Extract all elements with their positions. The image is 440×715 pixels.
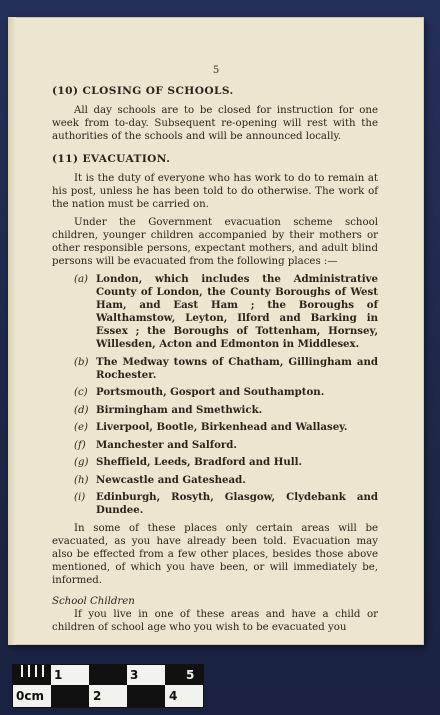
list-item-marker: (i)	[74, 492, 86, 503]
list-item	[52, 404, 378, 417]
evacuation-places-list	[52, 273, 378, 517]
list-item	[52, 356, 378, 382]
section-closing-of-schools	[52, 85, 378, 143]
list-item	[52, 491, 378, 517]
list-item	[52, 386, 378, 399]
list-item-marker: (a)	[74, 274, 89, 285]
list-item	[52, 474, 378, 487]
section-heading-closing: (10) CLOSING OF SCHOOLS.	[52, 85, 234, 97]
evacuation-para-1: It is the duty of everyone who has work to do to remain at his post, unless he has been told to do otherwise. The work of the nation must be carried on.	[52, 173, 378, 210]
scale-segment	[51, 685, 89, 707]
scale-label: 0cm	[16, 689, 44, 703]
scale-tick	[42, 665, 44, 677]
list-item-marker: (d)	[74, 404, 89, 416]
list-item	[52, 439, 378, 452]
list-item	[52, 273, 378, 351]
list-item-text: Sheffield, Leeds, Bradford and Hull.	[96, 456, 303, 468]
scale-label: 2	[93, 689, 102, 703]
list-item-marker: (g)	[74, 457, 89, 468]
list-item-text: Portsmouth, Gosport and Southampton.	[96, 386, 325, 398]
evacuation-para-3: In some of these places only certain areas will be evacuated, as you have already been told. Evacuation may also be effected from a few other places, besides those above mentioned, of which you have been, or will immediately be, informed.	[52, 523, 378, 586]
list-item-marker: (f)	[74, 439, 86, 451]
scale-label: 1	[54, 668, 63, 682]
scale-bar	[12, 664, 204, 708]
list-item	[52, 456, 378, 469]
scale-segment	[13, 665, 51, 685]
scale-label: 4	[169, 689, 178, 703]
list-item-text: London, which includes the Administrative County of London, the County Boroughs of West Ham, and East Ham ; the Boroughs of Walthamstow, Leyton, Ilford and Barking in Essex ; the Boroughs of Tottenham, Hornsey, Willesden, Acton and Edmonton in Middlesex.	[96, 273, 378, 350]
scale-tick	[21, 665, 23, 677]
page-number: 5	[212, 65, 220, 76]
closing-body: All day schools are to be closed for instruction for one week from to-day. Subsequent re-opening will rest with the authorities of the schools and will be announced locally.	[52, 105, 378, 142]
scale-label: 5	[186, 668, 195, 682]
scale-segment	[89, 665, 127, 685]
list-item-text: Edinburgh, Rosyth, Glasgow, Clydebank and Dundee.	[96, 491, 378, 516]
evacuation-para-4: If you live in one of these areas and have a child or children of school age who you wish to be evacuated you	[52, 609, 378, 633]
list-item-marker: (e)	[74, 422, 88, 433]
section-heading-evacuation: (11) EVACUATION.	[52, 153, 171, 165]
list-item-text: Birmingham and Smethwick.	[96, 403, 263, 416]
list-item-text: The Medway towns of Chatham, Gillingham and Rochester.	[96, 355, 378, 381]
scale-label: 3	[130, 668, 139, 682]
subheading-school-children: School Children	[52, 596, 135, 607]
list-item-text: Newcastle and Gateshead.	[96, 473, 246, 486]
section-evacuation	[52, 153, 378, 634]
scale-segment	[127, 685, 165, 707]
scale-bar-bottom-band	[13, 685, 203, 707]
scale-segment	[165, 665, 203, 685]
scale-bar-top-band	[13, 665, 203, 685]
list-item	[52, 421, 378, 434]
page-content	[52, 85, 378, 639]
evacuation-para-2: Under the Government evacuation scheme school children, younger children accompanied by their mothers or other responsible persons, expectant mothers, and adult blind persons will be evacuated from the following places :—	[52, 217, 378, 267]
list-item-marker: (c)	[74, 387, 88, 398]
scale-tick	[35, 665, 37, 677]
list-item-marker: (b)	[74, 356, 89, 368]
list-item-text: Liverpool, Bootle, Birkenhead and Wallasey.	[96, 421, 348, 433]
document-page	[8, 17, 424, 645]
list-item-text: Manchester and Salford.	[96, 438, 237, 451]
list-item-marker: (h)	[74, 474, 89, 486]
page-binding-edge	[8, 17, 16, 645]
scale-tick	[28, 665, 30, 677]
